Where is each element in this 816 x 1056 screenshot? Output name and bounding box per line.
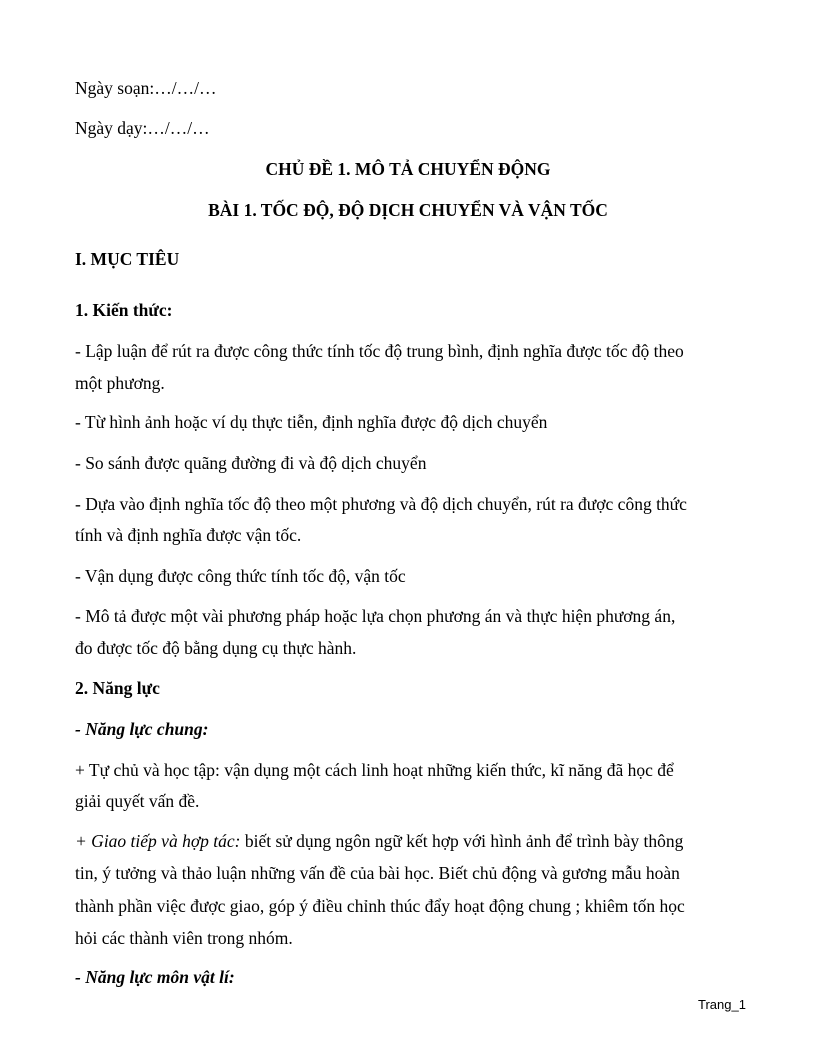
knowledge-line: - Dựa vào định nghĩa tốc độ theo một phương và độ dịch chuyển, rút ra được công thức [75, 494, 687, 514]
knowledge-line: - Từ hình ảnh hoặc ví dụ thực tiễn, định nghĩa được độ dịch chuyển [75, 412, 548, 432]
competence-line: giải quyết vấn đề. [75, 791, 200, 811]
knowledge-line: một phương. [75, 373, 165, 393]
competence-line: tin, ý tưởng và thảo luận những vấn đề của bài học. Biết chủ động và gương mẫu hoàn [75, 863, 680, 883]
page-number: Trang_1 [698, 997, 746, 1012]
competence-line: + Tự chủ và học tập: vận dụng một cách linh hoạt những kiến thức, kĩ năng đã học để [75, 760, 674, 780]
knowledge-line: đo được tốc độ bằng dụng cụ thực hành. [75, 638, 357, 658]
teach-date: Ngày dạy:…/…/… [75, 118, 210, 138]
subsection-heading-competence: 2. Năng lực [75, 678, 160, 698]
knowledge-line: - So sánh được quãng đường đi và độ dịch chuyển [75, 453, 427, 473]
communication-label: + Giao tiếp và hợp tác: [75, 831, 241, 851]
lesson-title: BÀI 1. TỐC ĐỘ, ĐỘ DỊCH CHUYỂN VÀ VẬN TỐC [208, 200, 608, 220]
section-heading-objectives: I. MỤC TIÊU [75, 249, 180, 269]
competence-line: thành phần việc được giao, góp ý điều chỉnh thúc đẩy hoạt động chung ; khiêm tốn học [75, 896, 685, 916]
knowledge-line: - Mô tả được một vài phương pháp hoặc lựa chọn phương án và thực hiện phương án, [75, 606, 676, 626]
knowledge-line: - Lập luận để rút ra được công thức tính tốc độ trung bình, định nghĩa được tốc độ theo [75, 341, 684, 361]
topic-title: CHỦ ĐỀ 1. MÔ TẢ CHUYỂN ĐỘNG [265, 159, 551, 179]
physics-competence-heading: - Năng lực môn vật lí: [75, 967, 235, 987]
knowledge-line: - Vận dụng được công thức tính tốc độ, vận tốc [75, 566, 406, 586]
knowledge-line: tính và định nghĩa được vận tốc. [75, 525, 302, 545]
prep-date: Ngày soạn:…/…/… [75, 78, 217, 98]
general-competence-heading: - Năng lực chung: [75, 719, 209, 739]
communication-line [75, 831, 683, 851]
competence-line: hỏi các thành viên trong nhóm. [75, 928, 293, 948]
communication-text: biết sử dụng ngôn ngữ kết hợp với hình ảnh để trình bày thông [240, 831, 684, 851]
subsection-heading-knowledge: 1. Kiến thức: [75, 300, 173, 320]
